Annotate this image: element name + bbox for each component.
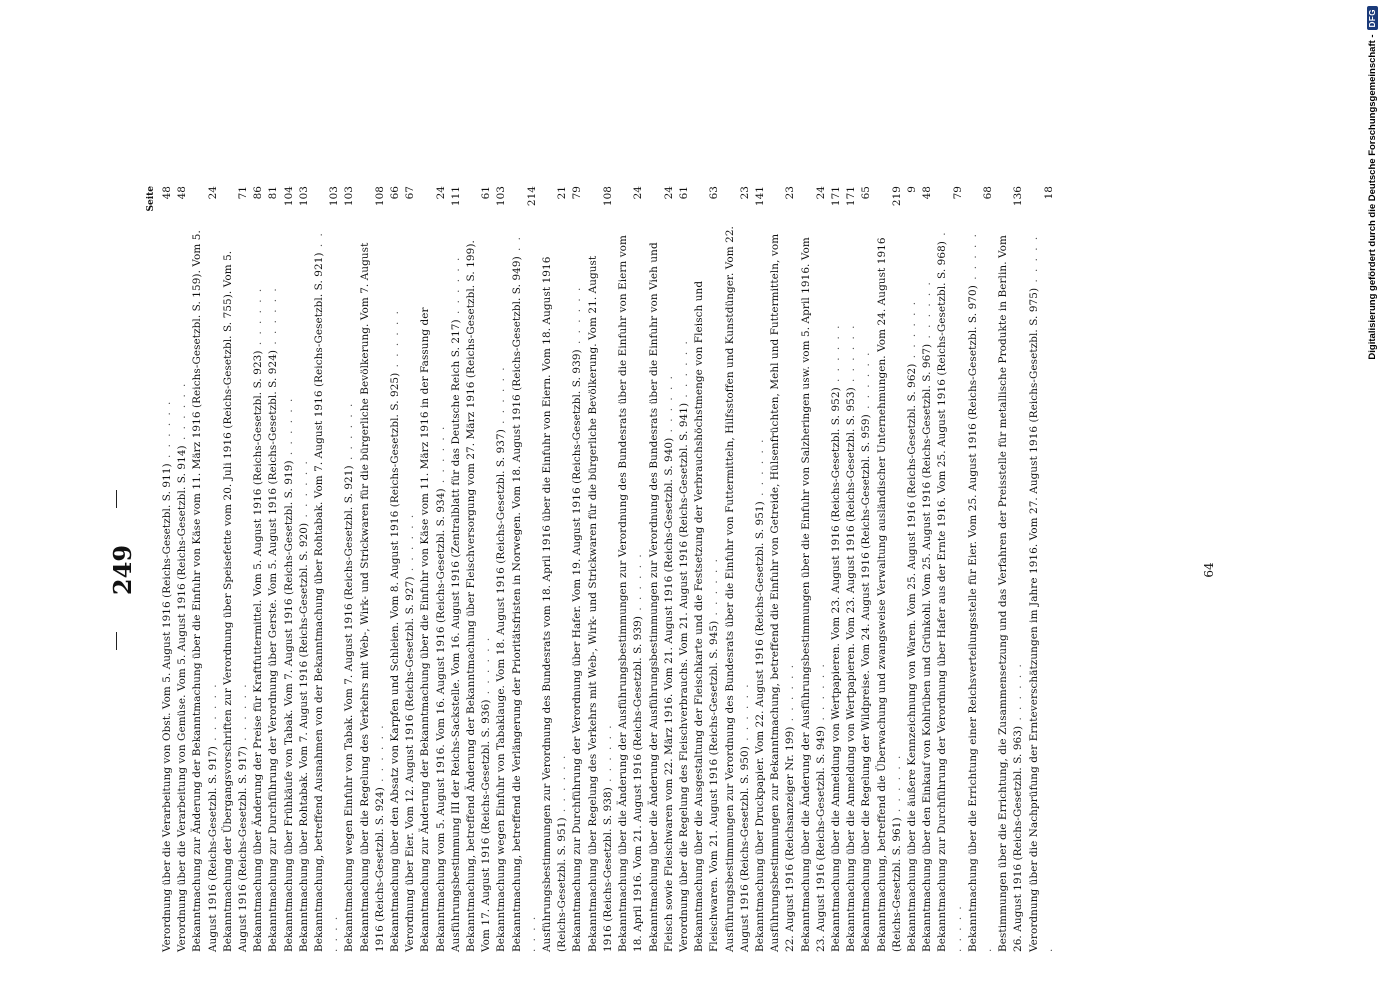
leader-dots: . . . . . . bbox=[1027, 234, 1055, 952]
leader-dots: . . . . . . bbox=[601, 723, 614, 788]
index-entry bbox=[494, 182, 509, 952]
leader-dots: . . . . . . bbox=[404, 512, 417, 577]
leader-dots: . . . . . . bbox=[267, 286, 280, 350]
index-entry bbox=[905, 182, 920, 952]
header-dash-right bbox=[116, 490, 117, 508]
entry-page-number: 79 bbox=[571, 186, 584, 200]
entry-page-number: 108 bbox=[601, 186, 614, 207]
document-page bbox=[90, 180, 1240, 960]
entry-page-number: 23 bbox=[784, 186, 797, 200]
entry-page-number: 104 bbox=[282, 186, 295, 207]
entry-title: Bekanntmachung über die äußere Kennzeichnung von Waren. Vom 25. August 1916 (Reichs-Gesetzbl. S. 962) bbox=[905, 363, 918, 952]
entry-page-number: 108 bbox=[373, 186, 386, 207]
index-entry bbox=[844, 182, 859, 952]
leader-dots: . . . . . . bbox=[449, 255, 462, 320]
entry-title: Bekanntmachung über die Errichtung einer Reichsverteilungsstelle für Eier. Vom 25. August 1916 (Reichs-Gesetzbl. S. 970) bbox=[966, 285, 979, 952]
index-entry bbox=[996, 182, 1026, 952]
leader-dots: . . . . . . bbox=[662, 374, 675, 438]
entry-page-number: 171 bbox=[845, 186, 858, 207]
leader-dots: . . . . . . bbox=[176, 381, 189, 446]
entry-title: Bekanntmachung, betreffend Änderung der Bekanntmachung über Fleischversorgung vom 27. März 1916 (Reichs-Gesetzbl. S. 199). Vom 17. August 1916 (Reichs-Gesetzbl. S. 936) bbox=[465, 240, 493, 952]
entry-page-number: 48 bbox=[921, 186, 934, 200]
index-entry bbox=[935, 182, 965, 952]
catchword: 64 bbox=[1202, 562, 1216, 578]
index-entry bbox=[616, 182, 646, 952]
entry-title: Bekanntmachung über die Änderung der Ausführungsbestimmungen zur Verordnung des Bundesrats über die Einfuhr von Vieh und Fleisch sowie Fleischwaren vom 22. März 1916. Vom 21. August 1916 (Reichs-Gesetzbl. S. 940) bbox=[647, 242, 675, 952]
entry-page-number: 103 bbox=[495, 186, 508, 207]
entry-title: Verordnung über Eier. Vom 12. August 1916 (Reichs-Gesetzbl. S. 927) bbox=[404, 576, 417, 952]
entry-page-number: 18 bbox=[1042, 186, 1055, 200]
leader-dots: . . . . . . bbox=[753, 437, 766, 502]
entry-page-number: 103 bbox=[328, 186, 341, 207]
leader-dots: . . . . . . bbox=[784, 662, 797, 727]
entry-page-number: 66 bbox=[389, 186, 402, 200]
entry-page-number: 61 bbox=[480, 186, 493, 200]
entry-page-number: 67 bbox=[404, 186, 417, 200]
entry-title: Bekanntmachung über die Ausgestaltung der Fleischkarte und die Festsetzung der Verbrauchshöchstmenge von Fleisch und Fleischwaren. Vom 21. August 1916 (Reichs-Gesetzbl. S. 945) bbox=[693, 280, 721, 952]
entry-title: Bekanntmachung über die Anmeldung von Wertpapieren. Vom 23. August 1916 (Reichs-Gesetzbl. S. 953) bbox=[845, 387, 858, 952]
entry-title: Ausführungsbestimmungen zur Bekanntmachung, betreffend die Einfuhr von Getreide, Hülsenfrüchten, Mehl und Futtermitteln, vom 22. August 1916 (Reichsanzeiger Nr. 199) bbox=[769, 233, 797, 952]
leader-dots: . . . . . . bbox=[708, 557, 721, 621]
entry-title: Bekanntmachung, betreffend die Verlängerung der Prioritätsfristen in Norwegen. Vom 18. August 1916 (Reichs-Gesetzbl. S. 949) bbox=[510, 256, 523, 952]
index-entry bbox=[570, 182, 585, 952]
index-entry bbox=[418, 182, 448, 952]
leader-dots: . . . . . . bbox=[829, 323, 842, 388]
digitization-credit bbox=[1364, 6, 1380, 396]
entry-title: Bekanntmachung zur Durchführung der Verordnung über Hafer. Vom 19. August 1916 (Reichs-Gesetzbl. S. 939) bbox=[571, 349, 584, 952]
leader-dots: . . . . . . bbox=[738, 682, 751, 747]
index-entry bbox=[920, 182, 935, 952]
entry-page-number: 103 bbox=[343, 186, 356, 207]
leader-dots: . . . . . . bbox=[343, 401, 356, 466]
entry-page-number: 81 bbox=[267, 186, 280, 200]
entry-title: Bekanntmachung zur Änderung der Bekanntmachung über die Einfuhr von Käse vom 11. März 1916 in der Fassung der Bekanntmachung vom 5. August 1916. Vom 16. August 1916 (Reichs-Gesetzbl. S. 934) bbox=[419, 307, 447, 952]
entry-title: Bekanntmachung zur Änderung der Bekanntmachung über die Einfuhr von Käse vom 11. März 1916 (Reichs-Gesetzbl. S. 159). Vom 5. August 1916 (Reichs-Gesetzbl. S. 917) bbox=[191, 230, 219, 952]
leader-dots: . . . . . . bbox=[373, 723, 386, 788]
leader-dots: . . . . . . bbox=[206, 682, 219, 747]
index-entry bbox=[388, 182, 403, 952]
entry-page-number: 65 bbox=[860, 186, 873, 200]
entry-title: Bekanntmachung über Frühkäufe von Tabak. Vom 7. August 1916 (Reichs-Gesetzbl. S. 919) bbox=[282, 460, 295, 952]
entry-page-number: 24 bbox=[814, 186, 827, 200]
entry-title: Bekanntmachung zur Durchführung der Verordnung über Hafer aus der Ernte 1916. Vom 25. August 1916 (Reichs-Gesetzbl. S. 968) bbox=[936, 241, 949, 952]
entry-title: Bekanntmachung über den Absatz von Karpfen und Schleien. Vom 8. August 1916 (Reichs-Gesetzbl. S. 925) bbox=[389, 372, 402, 952]
credit-text: Digitalisierung gefördert durch die Deutsche Forschungsgemeinschaft - bbox=[1366, 34, 1378, 360]
seite-column-header: Seite bbox=[146, 186, 156, 212]
leader-dots: . . . . . . bbox=[905, 299, 918, 364]
index-entry bbox=[723, 182, 753, 952]
entry-page-number: 48 bbox=[176, 186, 189, 200]
index-entry bbox=[221, 182, 251, 952]
entry-page-number: 24 bbox=[434, 186, 447, 200]
index-entry bbox=[266, 182, 281, 952]
entry-page-number: 68 bbox=[981, 186, 994, 200]
leader-dots: . . . . . . bbox=[890, 753, 903, 818]
entry-list bbox=[160, 182, 1057, 952]
entry-page-number: 48 bbox=[161, 186, 173, 200]
index-entry bbox=[251, 182, 266, 952]
index-entry bbox=[799, 182, 829, 952]
index-entry bbox=[464, 182, 494, 952]
index-entry bbox=[692, 182, 722, 952]
index-entry bbox=[753, 182, 768, 952]
entry-page-number: 24 bbox=[662, 186, 675, 200]
index-entry bbox=[677, 182, 692, 952]
entry-title: Bekanntmachung über die Änderung der Ausführungsbestimmungen über die Einfuhr von Salzheringen usw. vom 5. April 1916. Vom 23. August 1916 (Reichs-Gesetzbl. S. 949) bbox=[799, 237, 827, 952]
leader-dots: . . . . . . bbox=[480, 635, 493, 700]
entry-title: Verordnung über die Verarbeitung von Gemüse. Vom 5. August 1916 (Reichs-Gesetzbl. S. 914) bbox=[176, 445, 189, 952]
entry-title: Bekanntmachung über den Einkauf von Kohlrüben und Grünkohl. Vom 25. August 1916 (Reichs-Gesetzbl. S. 967) bbox=[921, 343, 934, 952]
entry-page-number: 9 bbox=[905, 186, 918, 193]
entry-page-number: 141 bbox=[753, 186, 766, 207]
leader-dots: . . . . . . bbox=[571, 285, 584, 350]
entry-title: Verordnung über die Regelung des Fleischverbrauchs. Vom 21. August 1916 (Reichs-Gesetzbl. S. 941) bbox=[677, 402, 690, 952]
page-number: 249 bbox=[108, 544, 137, 596]
index-entry bbox=[647, 182, 677, 952]
index-entry bbox=[768, 182, 798, 952]
entry-title: Bekanntmachung über die Änderung der Ausführungsbestimmungen zur Verordnung des Bundesrats über die Einfuhr von Eiern vom 18. April 1916. Vom 21. August 1916 (Reichs-Gesetzbl. S. 939) bbox=[617, 235, 645, 952]
entry-title: Bekanntmachung über Regelung des Verkehrs mit Web-, Wirk- und Strickwaren für die bürgerliche Bevölkerung. Vom 21. August 1916 (Reichs-Gesetzbl. S. 938) bbox=[586, 255, 614, 952]
leader-dots: . . . . . . bbox=[161, 399, 173, 464]
index-entry bbox=[403, 182, 418, 952]
entry-page-number: 86 bbox=[252, 186, 265, 200]
leader-dots: . . . . . . bbox=[252, 286, 265, 351]
entry-title: Ausführungsbestimmungen zur Verordnung des Bundesrats über die Einfuhr von Futtermitteln, Hilfsstoffen und Kunstdünger. Vom 22. August 1916 (Reichs-Gesetzbl. S. 950) bbox=[723, 226, 751, 952]
index-entry bbox=[358, 182, 388, 952]
entry-title: Verordnung über die Nachprüfung der Ernteverschätzungen im Jahre 1916. Vom 27. August 1916 (Reichs-Gesetzbl. S. 975) bbox=[1027, 287, 1040, 952]
index-entry bbox=[175, 182, 190, 952]
entry-page-number: 24 bbox=[206, 186, 219, 200]
leader-dots: . . . . . . bbox=[936, 230, 964, 952]
index-entry bbox=[190, 182, 220, 952]
entry-page-number: 103 bbox=[297, 186, 310, 207]
index-entry bbox=[282, 182, 297, 952]
entry-title: Bekanntmachung wegen Einfuhr von Tabak. Vom 7. August 1916 (Reichs-Gesetzbl. S. 921) bbox=[343, 465, 356, 952]
leader-dots: . . . . . . bbox=[297, 459, 310, 523]
leader-dots: . . . . . . bbox=[677, 339, 690, 403]
entry-title: Bekanntmachung über die Anmeldung von Wertpapieren. Vom 23. August 1916 (Reichs-Gesetzbl. S. 952) bbox=[829, 387, 842, 952]
entry-page-number: 21 bbox=[556, 186, 569, 200]
index-entry bbox=[859, 182, 874, 952]
leader-dots: . . . . . . bbox=[389, 309, 402, 373]
dfg-logo: DFG bbox=[1367, 6, 1378, 30]
leader-dots: . . . . . . bbox=[556, 753, 569, 818]
entry-page-number: 24 bbox=[632, 186, 645, 200]
entry-title: Bekanntmachung zur Durchführung der Verordnung über Gerste. Vom 5. August 1916 (Reichs-Gesetzbl. S. 924) bbox=[267, 349, 280, 952]
index-entry bbox=[586, 182, 616, 952]
leader-dots: . . . . . . bbox=[495, 365, 508, 430]
leader-dots: . . . . . . bbox=[510, 235, 538, 952]
leader-dots: . . . . . . bbox=[434, 424, 447, 489]
entry-page-number: 63 bbox=[708, 186, 721, 200]
leader-dots: . . . . . . bbox=[845, 323, 858, 388]
entry-title: Bekanntmachung der Übergangsvorschriften zur Verordnung über Speisefette vom 20. Juli 1916 (Reichs-Gesetzbl. S. 755). Vom 5. August 1916 (Reichs-Gesetzbl. S. 917) bbox=[221, 250, 250, 952]
entry-title: Bekanntmachung über Änderung der Preise für Kraftfuttermittel. Vom 5. August 1916 (Reichs-Gesetzbl. S. 923) bbox=[252, 350, 265, 952]
leader-dots: . . . . . . bbox=[282, 396, 295, 461]
entry-title: Bekanntmachung über die Regelung des Verkehrs mit Web-, Wirk- und Strickwaren für die bürgerliche Bevölkerung. Vom 7. August 1916 (Reichs-Gesetzbl. S. 924) bbox=[358, 242, 386, 952]
leader-dots: . . . . . . bbox=[860, 350, 873, 415]
leader-dots: . . . . . . bbox=[313, 231, 341, 952]
leader-dots: . . . . . . bbox=[814, 662, 827, 726]
entry-title: Bekanntmachung über Rohtabak. Vom 7. August 1916 (Reichs-Gesetzbl. S. 920) bbox=[297, 522, 310, 952]
entry-page-number: 214 bbox=[525, 186, 538, 207]
index-entry bbox=[449, 182, 464, 952]
entry-page-number: 136 bbox=[1012, 186, 1025, 207]
entry-page-number: 111 bbox=[449, 186, 462, 207]
index-entry bbox=[829, 182, 844, 952]
entry-title: Verordnung über die Verarbeitung von Obst. Vom 5. August 1916 (Reichs-Gesetzbl. S. 911) bbox=[161, 463, 173, 952]
entry-page-number: 23 bbox=[738, 186, 751, 200]
index-entry bbox=[297, 182, 312, 952]
index-entry bbox=[875, 182, 905, 952]
leader-dots: . . . . . . bbox=[1012, 662, 1025, 726]
entry-page-number: 71 bbox=[237, 186, 250, 200]
entry-title: Bekanntmachung wegen Einfuhr von Tabaklauge. Vom 18. August 1916 (Reichs-Gesetzbl. S. 937) bbox=[495, 429, 508, 952]
entry-title: Bekanntmachung, betreffend die Überwachung und zwangsweise Verwaltung ausländischer Unternehmungen. Vom 24. August 1916 (Reichs-Gesetzbl. S. 961) bbox=[875, 237, 903, 952]
index-entry bbox=[160, 182, 175, 952]
leader-dots: . . . . . . bbox=[632, 552, 645, 616]
entry-page-number: 219 bbox=[890, 186, 903, 207]
entry-page-number: 171 bbox=[829, 186, 842, 207]
leader-dots: . . . . . . bbox=[237, 682, 250, 747]
entry-title: Bestimmungen über die Errichtung, die Zusammensetzung und das Verfahren der Preisstelle für metallische Produkte in Berlin. Vom 26. August 1916 (Reichs-Gesetzbl. S. 963) bbox=[997, 235, 1025, 952]
entry-page-number: 61 bbox=[677, 186, 690, 200]
entry-page-number: 79 bbox=[951, 186, 964, 200]
entry-title: Bekanntmachung über Druckpapier. Vom 22. August 1916 (Reichs-Gesetzbl. S. 951) bbox=[753, 501, 766, 952]
index-entry bbox=[540, 182, 570, 952]
index-entry bbox=[966, 182, 996, 952]
index-entry bbox=[312, 182, 342, 952]
leader-dots: . . . . . . bbox=[966, 232, 994, 952]
index-entry bbox=[1027, 182, 1057, 952]
page-header bbox=[108, 180, 148, 960]
leader-dots: . . . . . . bbox=[921, 280, 934, 344]
entry-title: Ausführungsbestimmung III der Reichs-Sackstelle. Vom 16. August 1916 (Zentralblatt für das Deutsche Reich S. 217) bbox=[449, 319, 462, 952]
entry-title: Ausführungsbestimmungen zur Verordnung des Bundesrats vom 18. April 1916 über die Einfuhr von Eiern. Vom 18. August 1916 (Reichs-Gesetzbl. S. 951) bbox=[541, 256, 569, 952]
index-entry bbox=[342, 182, 357, 952]
index-entry bbox=[510, 182, 540, 952]
entry-title: Bekanntmachung über die Regelung der Wildpreise. Vom 24. August 1916 (Reichs-Gesetzbl. S. 959) bbox=[860, 414, 873, 952]
entry-title: Bekanntmachung, betreffend Ausnahmen von der Bekanntmachung über Rohtabak. Vom 7. August 1916 (Reichs-Gesetzbl. S. 921) bbox=[313, 252, 326, 952]
